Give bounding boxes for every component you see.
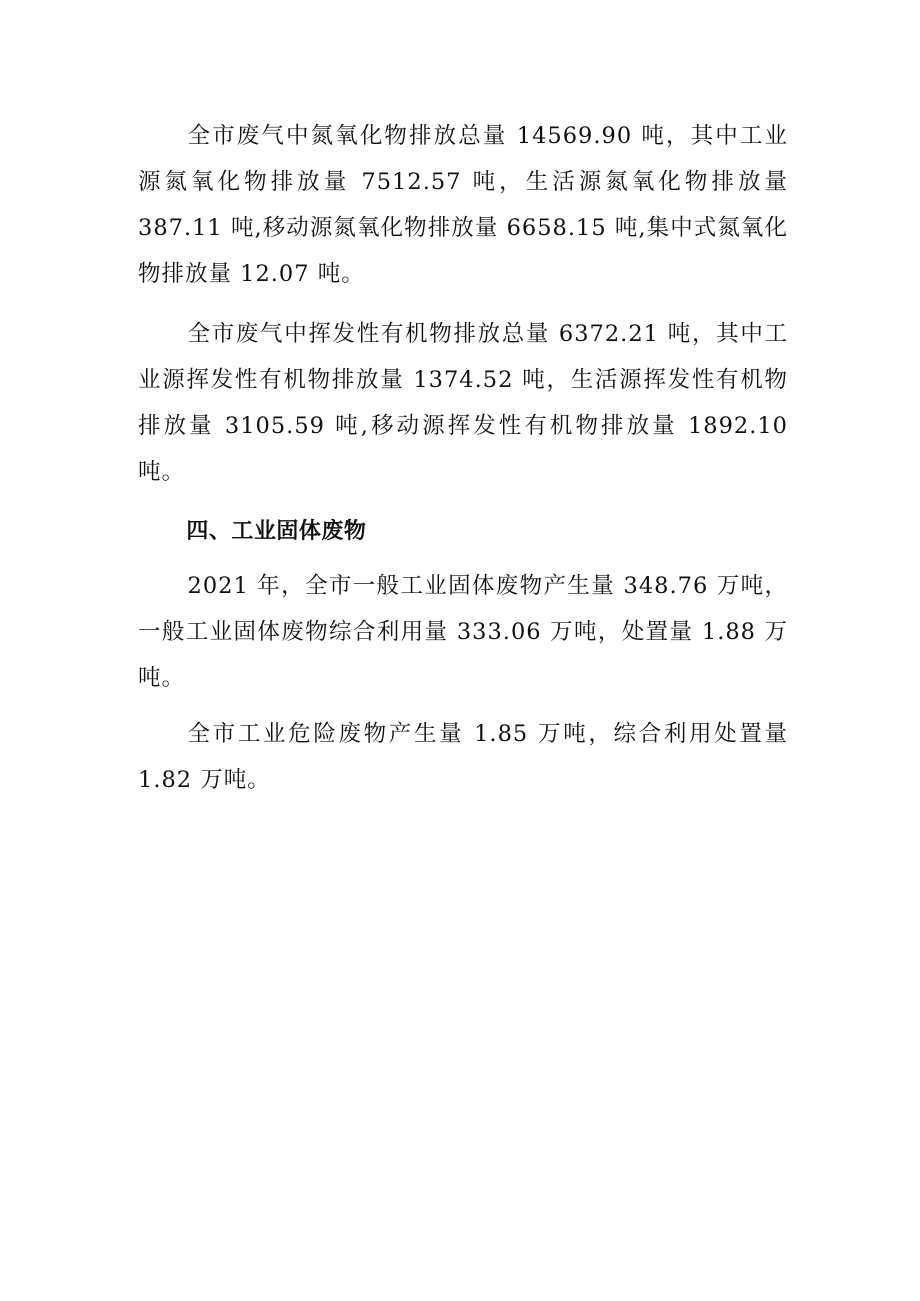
paragraph-hazardous-waste: 全市工业危险废物产生量 1.85 万吨，综合利用处置量 1.82 万吨。 — [138, 721, 788, 793]
paragraph-voc-emissions: 全市废气中挥发性有机物排放总量 6372.21 吨，其中工业源挥发性有机物排放量 1374.52 吨，生活源挥发性有机物排放量 3105.59 吨,移动源挥发性有机物排放量 1892.10 吨。 — [138, 321, 788, 485]
paragraph-general-solid-waste: 2021 年，全市一般工业固体废物产生量 348.76 万吨，一般工业固体废物综合利用量 333.06 万吨，处置量 1.88 万吨。 — [138, 573, 788, 691]
document-body — [138, 113, 788, 817]
paragraph-nox-emissions: 全市废气中氮氧化物排放总量 14569.90 吨，其中工业源氮氧化物排放量 7512.57 吨，生活源氮氧化物排放量 387.11 吨,移动源氮氧化物排放量 6658.15 吨,集中式氮氧化物排放量 12.07 吨。 — [138, 123, 788, 287]
section-heading-solid-waste: 四、工业固体废物 — [186, 519, 367, 544]
